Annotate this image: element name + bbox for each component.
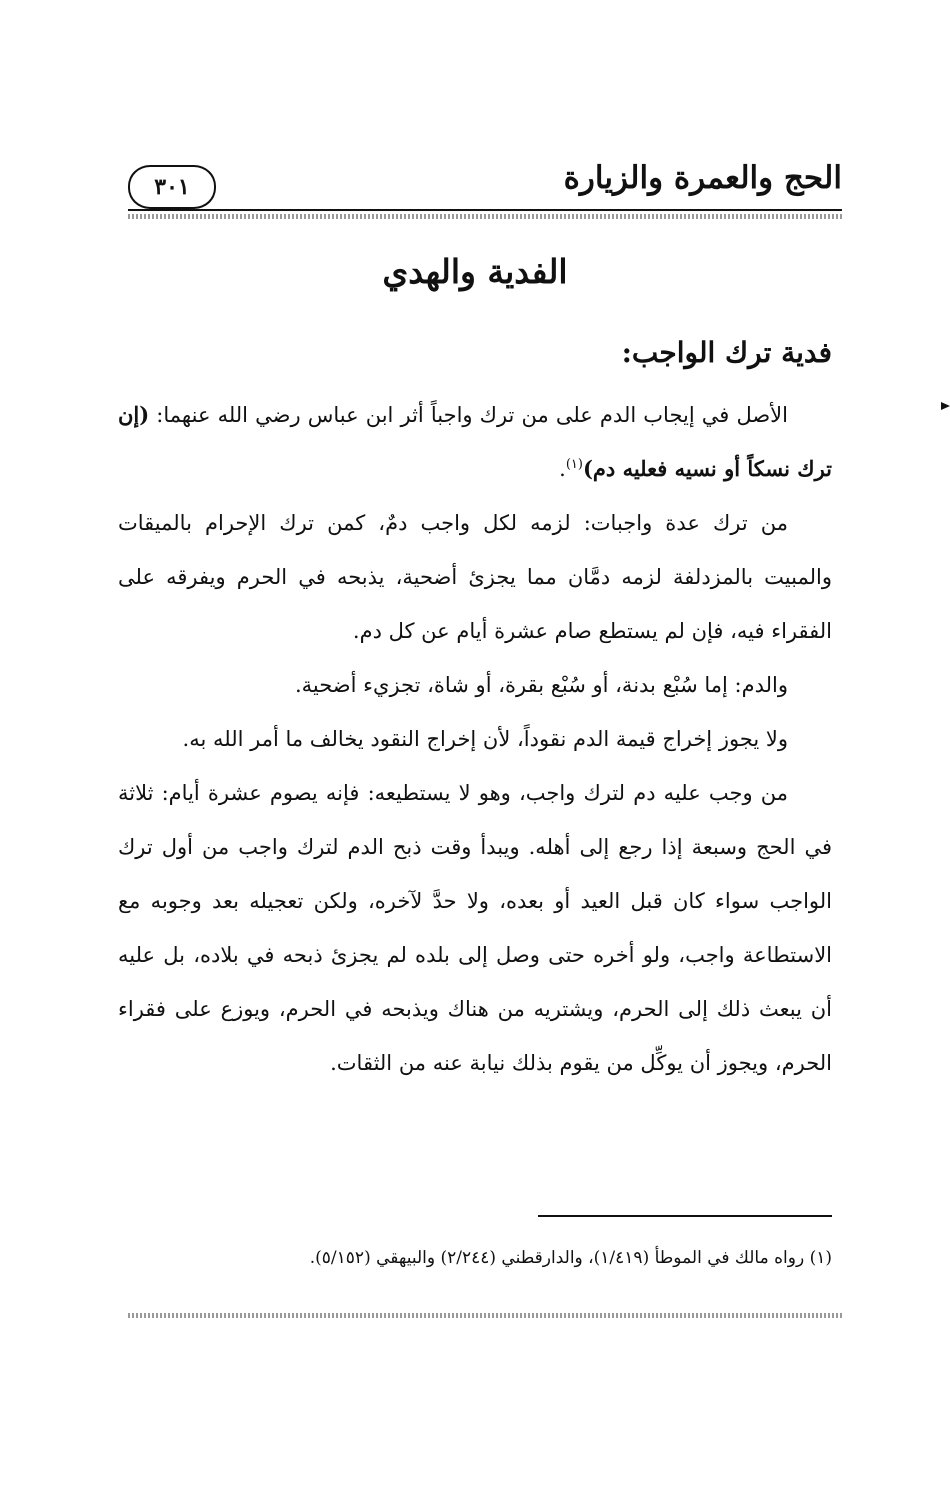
header-rule (128, 209, 842, 211)
footnote-separator (538, 1215, 832, 1217)
subheading: فدية ترك الواجب: (621, 336, 832, 369)
margin-arrow-icon (941, 402, 950, 410)
book-title: الحج والعمرة والزيارة (563, 160, 842, 196)
paragraph-2: من ترك عدة واجبات: لزمه لكل واجب دمٌ، كمن ترك الإحرام بالميقات والمبيت بالمزدلفة لزمه دمَّان مما يجزئ أضحية، يذبحه في الحرم ويفرقه على الفقراء فيه، فإن لم يستطع صام عشرة أيام عن كل دم. (118, 511, 832, 643)
paragraph-5: من وجب عليه دم لترك واجب، وهو لا يستطيعه: فإنه يصوم عشرة أيام: ثلاثة في الحج وسبعة إذا رجع إلى أهله. ويبدأ وقت ذبح الدم لترك واجب من أول ترك الواجب سواء كان قبل العيد أو بعده، ولا حدَّ لآخره، ولكن تعجيله بعد وجوبه مع الاستطاعة واجب، ولو أخره حتى وصل إلى بلده لم يجزئ ذبحه في بلاده، بل عليه أن يبعث ذلك إلى الحرم، ويشتريه من هناك ويذبحه في الحرم، ويوزع على فقراء الحرم، ويجوز أن يوكِّل من يقوم بذلك نيابة عنه من الثقات. (118, 781, 832, 1075)
page-number-badge (128, 165, 216, 209)
page-number: ٣٠١ (154, 174, 190, 200)
paragraph-1 (118, 388, 832, 496)
paragraph-1-intro: الأصل في إيجاب الدم على من ترك واجباً أثر ابن عباس رضي الله عنهما: (149, 403, 788, 427)
section-title: الفدية والهدي (382, 252, 568, 291)
header-dotted-rule (128, 214, 842, 219)
paragraph-1-end: . (559, 457, 566, 481)
hadith-quote: (إن ترك نسكاً أو نسيه فعليه دم) (118, 402, 832, 481)
paragraph-3: والدم: إما سُبْع بدنة، أو سُبْع بقرة، أو شاة، تجزيء أضحية. (294, 673, 788, 697)
footer-dotted-rule (128, 1313, 842, 1318)
footnote-ref: (١) (565, 457, 583, 472)
paragraph-4: ولا يجوز إخراج قيمة الدم نقوداً، لأن إخراج النقود يخالف ما أمر الله به. (182, 727, 788, 751)
body-text (118, 388, 832, 1090)
footnote: (١) رواه مالك في الموطأ (١/٤١٩)، والدارقطني (٢/٢٤٤) والبيهقي (٥/١٥٢). (309, 1248, 832, 1268)
